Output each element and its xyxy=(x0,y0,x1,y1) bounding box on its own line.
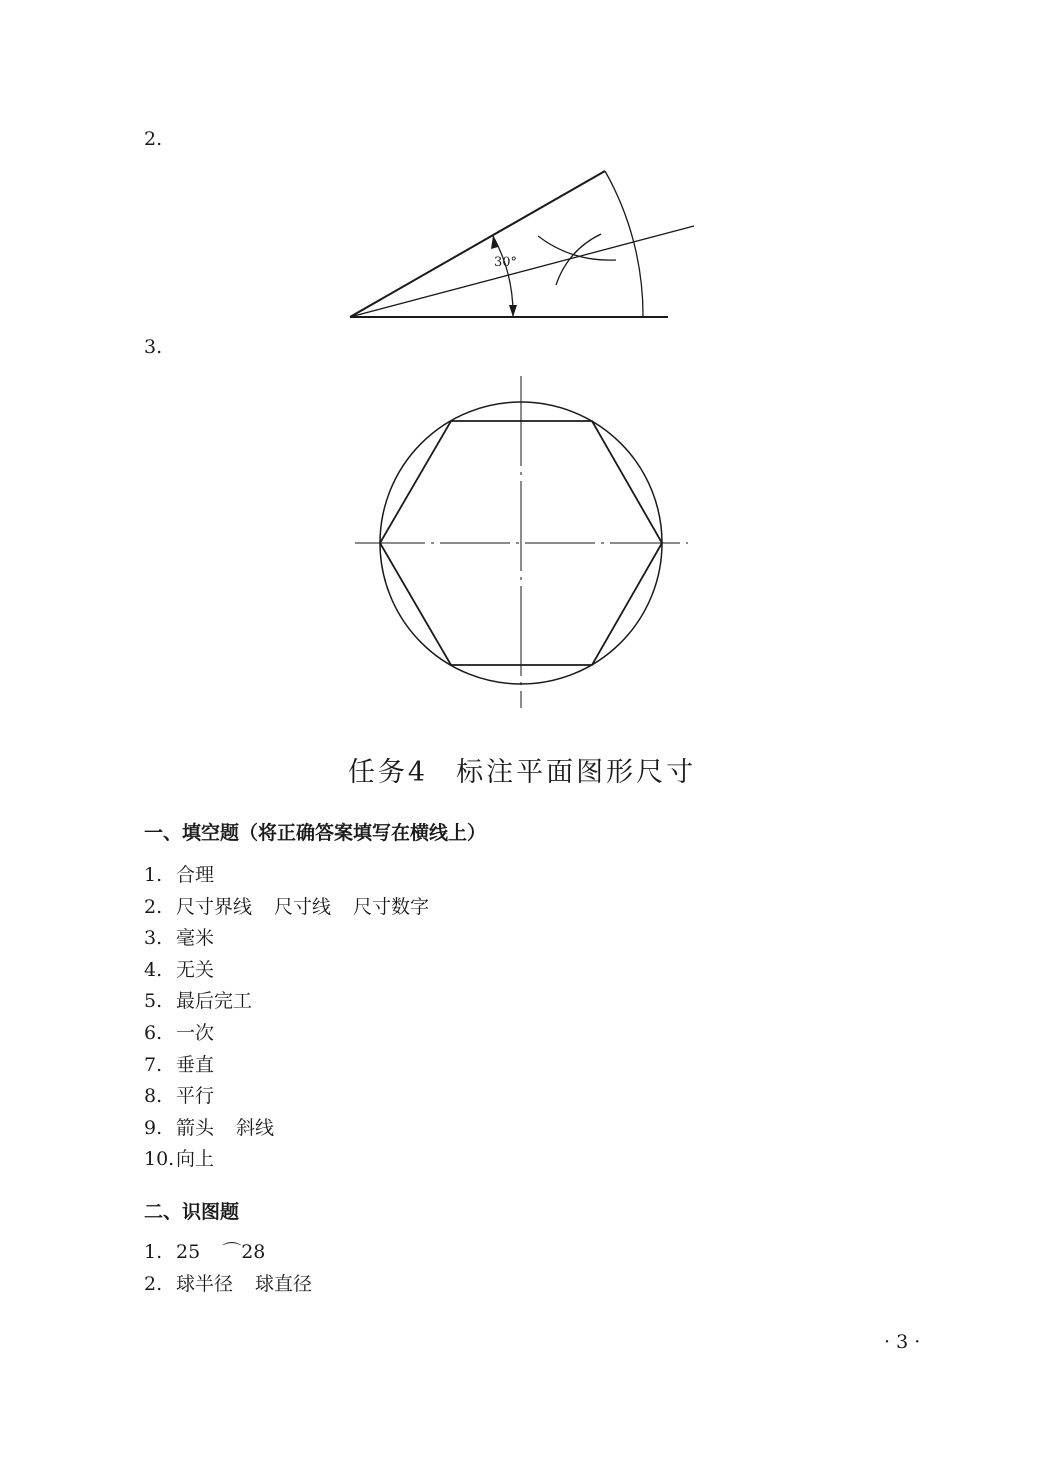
answer-value: 合理 xyxy=(176,864,215,886)
answer-value: 球直径 xyxy=(255,1272,313,1295)
answer-item xyxy=(144,1237,312,1269)
answer-number: 1. xyxy=(144,1241,163,1263)
answer-value: 无关 xyxy=(176,958,215,981)
upper-ray xyxy=(350,171,605,317)
answer-value: 箭头 xyxy=(176,1116,215,1139)
answer-item xyxy=(144,923,429,955)
answer-number: 2. xyxy=(144,1272,163,1295)
arrowhead-bottom xyxy=(509,305,517,317)
angle-bisection-figure xyxy=(0,0,1044,330)
section-2-answers xyxy=(144,1237,312,1300)
answer-item xyxy=(144,1018,429,1050)
answer-value: 斜线 xyxy=(236,1116,275,1139)
answer-number: 10. xyxy=(144,1148,175,1171)
answer-item xyxy=(144,1113,429,1145)
answer-item xyxy=(144,1269,312,1301)
section-1-heading: 一、填空题（将正确答案填写在横线上） xyxy=(144,822,487,844)
answer-value: 最后完工 xyxy=(176,990,253,1013)
answer-item xyxy=(144,1050,429,1082)
answer-number: 5. xyxy=(144,990,163,1013)
answer-value: 向上 xyxy=(176,1148,215,1171)
answer-number: 1. xyxy=(144,864,163,886)
angle-label: 30° xyxy=(494,255,518,270)
answer-item xyxy=(144,1081,429,1113)
question-3-number: 3. xyxy=(144,336,163,358)
answer-item xyxy=(144,955,429,987)
section-1-answers xyxy=(144,860,429,1176)
answer-number: 7. xyxy=(144,1053,163,1076)
answer-number: 9. xyxy=(144,1116,163,1139)
task-number: 任务4 xyxy=(347,757,429,788)
section-2-heading: 二、识图题 xyxy=(144,1201,240,1223)
answer-value: 垂直 xyxy=(176,1053,215,1076)
answer-item xyxy=(144,986,429,1018)
answer-value: 25 xyxy=(176,1241,201,1263)
answer-value: 尺寸数字 xyxy=(353,895,430,918)
answer-item xyxy=(144,860,429,892)
answer-item xyxy=(144,892,429,924)
page-number: · 3 · xyxy=(884,1331,921,1353)
inscribed-hexagon-figure xyxy=(0,360,1044,720)
answer-value: 平行 xyxy=(176,1085,215,1108)
answer-number: 6. xyxy=(144,1021,163,1044)
answer-value: 球半径 xyxy=(176,1272,234,1295)
answer-value: 毫米 xyxy=(176,927,215,950)
answer-value: 一次 xyxy=(176,1021,215,1044)
answer-number: 2. xyxy=(144,895,163,918)
answer-value: 尺寸界线 xyxy=(176,895,253,918)
answer-number: 3. xyxy=(144,927,163,950)
task-name: 标注平面图形尺寸 xyxy=(456,757,697,788)
answer-number: 8. xyxy=(144,1085,163,1108)
question-2-number: 2. xyxy=(144,128,163,150)
answer-item xyxy=(144,1144,429,1176)
answer-value: 尺寸线 xyxy=(274,895,332,918)
answer-number: 4. xyxy=(144,958,163,981)
task-title xyxy=(0,750,1044,789)
answer-value: ⌒28 xyxy=(222,1241,266,1263)
